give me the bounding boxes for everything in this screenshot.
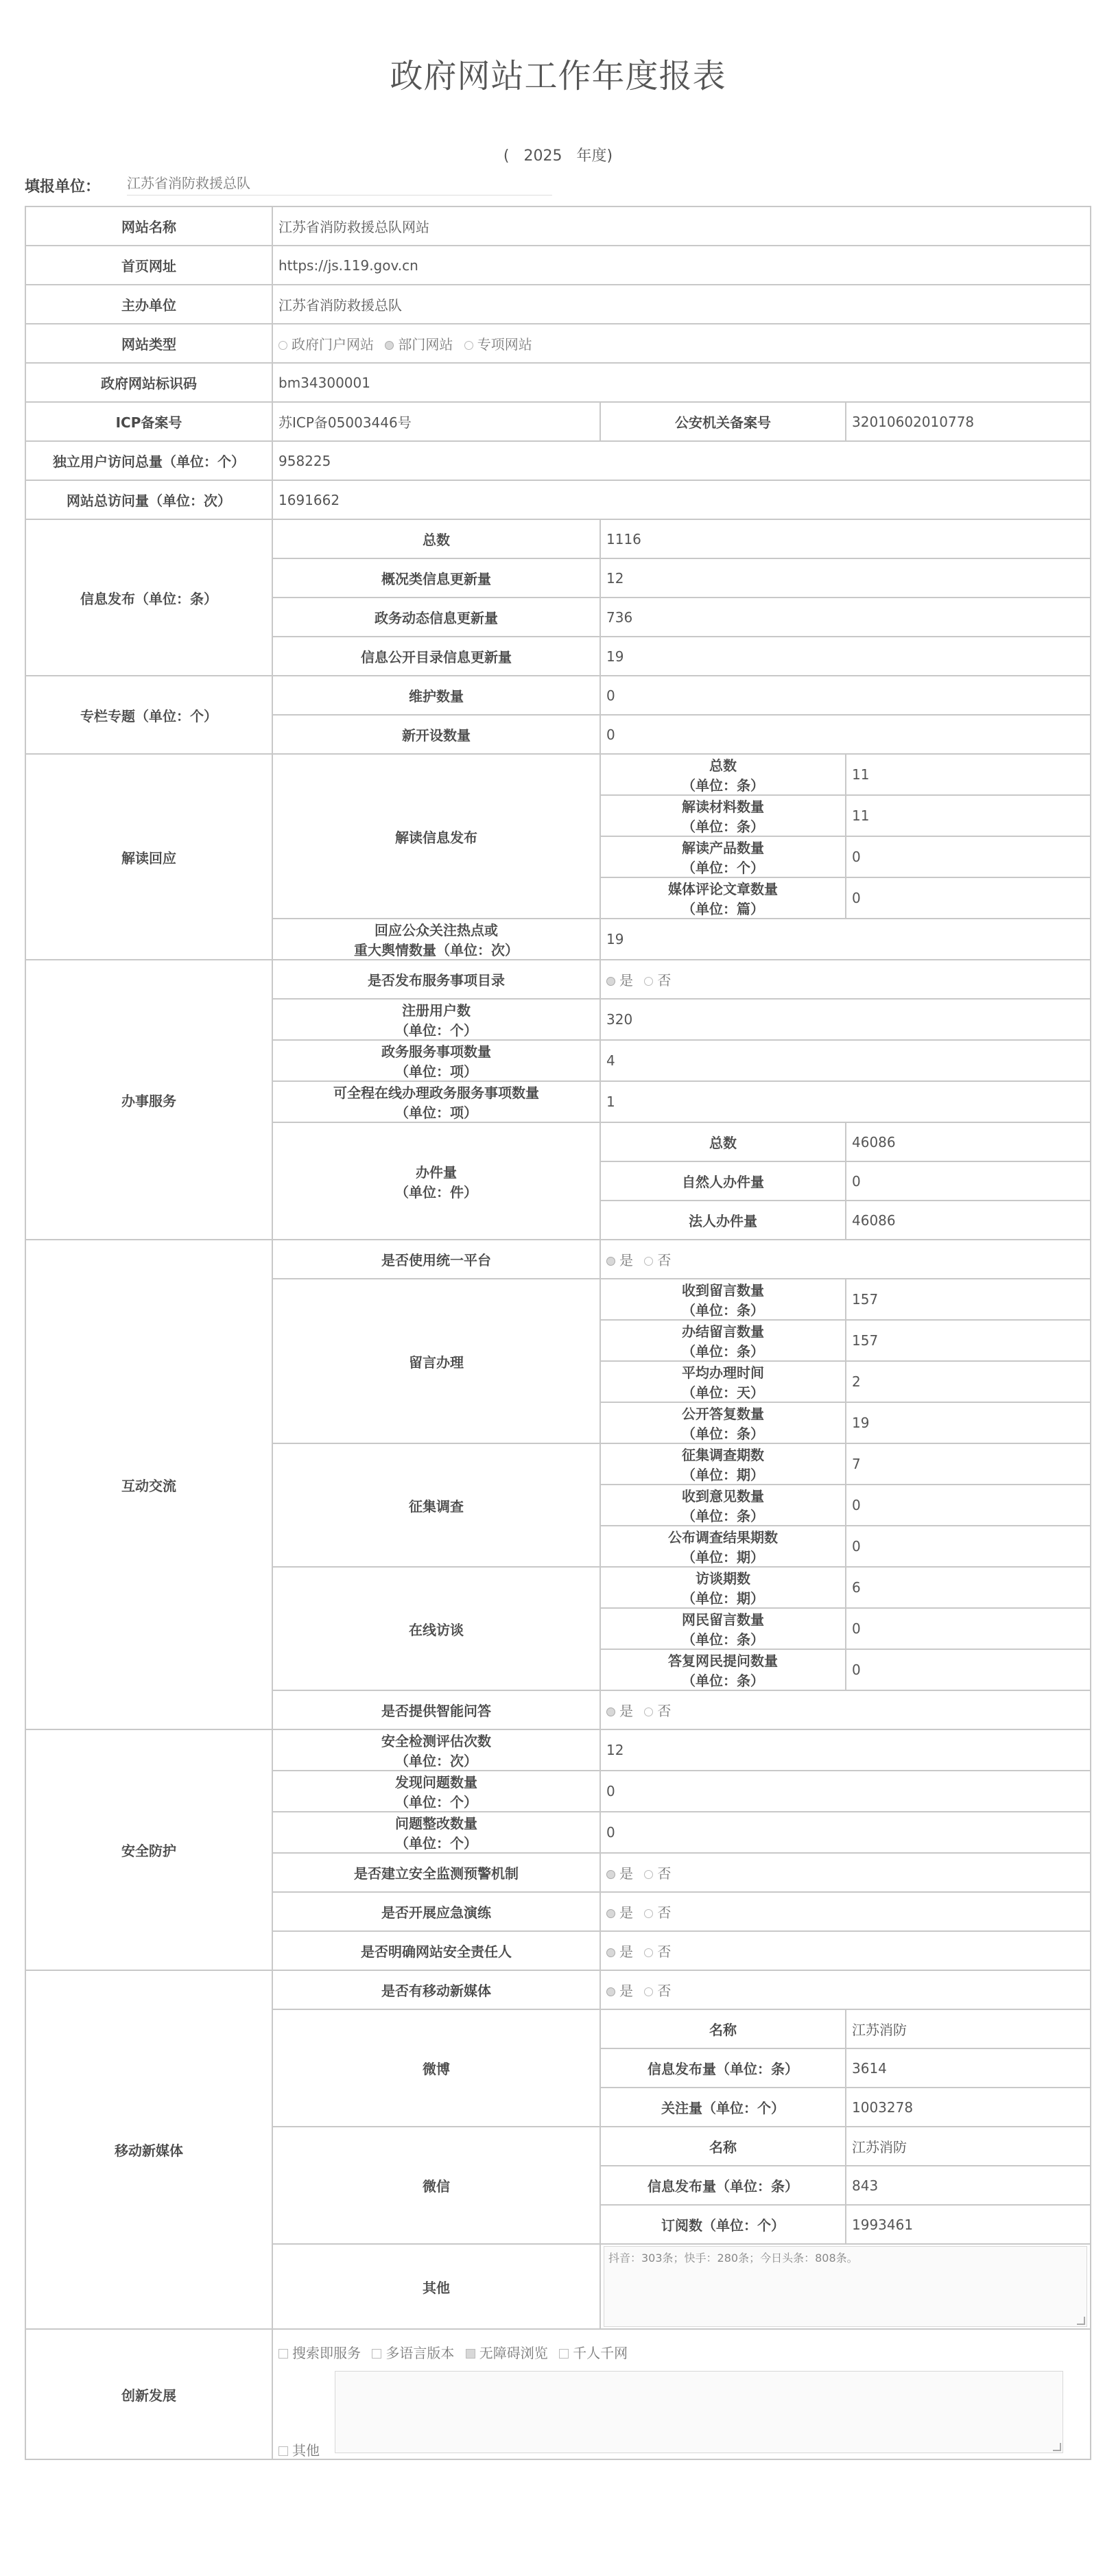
value-site-id: bm34300001	[272, 363, 1091, 402]
smart-qa-radio-group	[600, 1690, 1091, 1729]
label-interview-periods: 访谈期数 （单位：期）	[600, 1567, 846, 1608]
unified-radio-group	[600, 1240, 1091, 1279]
row-pv	[25, 480, 1091, 519]
yes-option[interactable]: 是	[606, 972, 633, 989]
label-weibo: 微博	[272, 2009, 600, 2127]
label-weibo-followers: 关注量（单位：个）	[600, 2088, 846, 2127]
label-pv: 网站总访问量（单位：次）	[25, 480, 272, 519]
value-pv: 1691662	[272, 480, 1091, 519]
radio-selected-icon[interactable]	[606, 1909, 615, 1918]
value-cases-legal: 46086	[846, 1201, 1091, 1240]
label-interpret-products: 解读产品数量 （单位：个）	[600, 836, 846, 877]
value-homepage: https://js.119.gov.cn	[272, 246, 1091, 285]
year-line	[0, 144, 1116, 165]
label-site-name: 网站名称	[25, 206, 272, 246]
site-type-option[interactable]: 政府门户网站	[278, 336, 374, 353]
label-wechat-name: 名称	[600, 2127, 846, 2166]
row-site-id	[25, 363, 1091, 402]
label-info-catalog: 信息公开目录信息更新量	[272, 637, 600, 676]
yes-option[interactable]: 是	[606, 1904, 633, 1921]
reporter-label: 填报单位：	[25, 178, 101, 196]
innovation-option[interactable]: 多语言版本	[372, 2345, 454, 2361]
label-service-items: 政务服务事项数量 （单位：项）	[272, 1040, 600, 1081]
innovation-other-option[interactable]: 其他	[278, 2439, 327, 2459]
label-columns: 专栏专题（单位：个）	[25, 676, 272, 754]
label-site-id: 政府网站标识码	[25, 363, 272, 402]
radio-icon[interactable]	[644, 1708, 653, 1716]
value-cases-person: 0	[846, 1161, 1091, 1201]
innovation-other-textarea[interactable]	[335, 2371, 1063, 2453]
value-interpret-materials: 11	[846, 795, 1091, 836]
label-messages: 留言办理	[272, 1279, 600, 1443]
value-service-online: 1	[600, 1081, 1091, 1122]
row-security	[25, 1729, 1091, 1771]
row-homepage	[25, 246, 1091, 285]
label-innovation: 创新发展	[25, 2329, 272, 2459]
radio-icon[interactable]	[644, 1948, 653, 1957]
radio-selected-icon[interactable]	[606, 1948, 615, 1957]
value-interview-answers: 0	[846, 1649, 1091, 1690]
yes-option[interactable]: 是	[606, 1703, 633, 1719]
radio-icon[interactable]	[644, 1987, 653, 1996]
media-has-radio-group	[600, 1970, 1091, 2009]
radio-selected-icon[interactable]	[606, 1257, 615, 1266]
label-survey-opinions: 收到意见数量 （单位：条）	[600, 1485, 846, 1526]
value-survey-periods: 7	[846, 1443, 1091, 1485]
label-homepage: 首页网址	[25, 246, 272, 285]
checkbox-icon[interactable]	[559, 2349, 569, 2359]
label-msg-closed: 办结留言数量 （单位：条）	[600, 1320, 846, 1361]
yes-option[interactable]: 是	[606, 1865, 633, 1882]
label-wechat: 微信	[272, 2127, 600, 2244]
media-other-text: 抖音：303条；快手：280条；今日头条：808条。	[608, 2252, 858, 2265]
label-security-monitoring: 是否建立安全监测预警机制	[272, 1853, 600, 1892]
value-service-registered: 320	[600, 999, 1091, 1040]
value-info-catalog: 19	[600, 637, 1091, 676]
value-police: 32010602010778	[846, 402, 1091, 441]
value-weibo-name: 江苏消防	[846, 2009, 1091, 2048]
value-msg-avg-time: 2	[846, 1361, 1091, 1402]
label-smart-qa: 是否提供智能问答	[272, 1690, 600, 1729]
label-msg-avg-time: 平均办理时间 （单位：天）	[600, 1361, 846, 1402]
radio-icon[interactable]	[278, 341, 287, 350]
label-cases-person: 自然人办件量	[600, 1161, 846, 1201]
label-interaction: 互动交流	[25, 1240, 272, 1729]
no-option[interactable]: 否	[644, 1904, 671, 1921]
innovation-options	[278, 2330, 1084, 2457]
value-icp: 苏ICP备05003446号	[272, 402, 600, 441]
label-media-other: 其他	[272, 2244, 600, 2329]
value-survey-results: 0	[846, 1526, 1091, 1567]
label-interpret: 解读回应	[25, 754, 272, 960]
value-security-issues: 0	[600, 1771, 1091, 1812]
label-interpret-response: 回应公众关注热点或 重大舆情数量（单位：次）	[272, 919, 600, 960]
value-info-news: 736	[600, 598, 1091, 637]
value-cases-total: 46086	[846, 1122, 1091, 1161]
row-interpret	[25, 754, 1091, 795]
label-columns-maintained: 维护数量	[272, 676, 600, 715]
row-uv	[25, 441, 1091, 480]
label-security-owner: 是否明确网站安全责任人	[272, 1931, 600, 1970]
radio-selected-icon[interactable]	[606, 1870, 615, 1879]
site-type-option[interactable]: 部门网站	[385, 336, 453, 353]
row-columns	[25, 676, 1091, 715]
radio-selected-icon[interactable]	[606, 1708, 615, 1716]
value-info-overview: 12	[600, 558, 1091, 598]
value-uv: 958225	[272, 441, 1091, 480]
label-service-registered: 注册用户数 （单位：个）	[272, 999, 600, 1040]
radio-icon[interactable]	[644, 1909, 653, 1918]
label-service-cases: 办件量 （单位：件）	[272, 1122, 600, 1240]
value-columns-new: 0	[600, 715, 1091, 754]
label-msg-received: 收到留言数量 （单位：条）	[600, 1279, 846, 1320]
checkbox-checked-icon[interactable]	[466, 2349, 475, 2359]
row-site-type	[25, 324, 1091, 363]
drill-radio-group	[600, 1892, 1091, 1931]
label-survey: 征集调查	[272, 1443, 600, 1567]
value-weibo-followers: 1003278	[846, 2088, 1091, 2127]
value-interview-periods: 6	[846, 1567, 1091, 1608]
row-site-name	[25, 206, 1091, 246]
label-interpret-publish: 解读信息发布	[272, 754, 600, 919]
innovation-option[interactable]: 搜索即服务	[278, 2345, 361, 2361]
value-security-checks: 12	[600, 1729, 1091, 1771]
value-security-fixed: 0	[600, 1812, 1091, 1853]
label-interpret-total: 总数 （单位：条）	[600, 754, 846, 795]
label-security: 安全防护	[25, 1729, 272, 1970]
row-service	[25, 960, 1091, 999]
label-uv: 独立用户访问总量（单位：个）	[25, 441, 272, 480]
service-catalog-radio-group	[600, 960, 1091, 999]
label-unified: 是否使用统一平台	[272, 1240, 600, 1279]
owner-radio-group	[600, 1931, 1091, 1970]
label-wechat-subscribers: 订阅数（单位：个）	[600, 2205, 846, 2244]
value-wechat-posts: 843	[846, 2166, 1091, 2205]
value-interpret-media: 0	[846, 877, 1091, 919]
label-info-overview: 概况类信息更新量	[272, 558, 600, 598]
monitoring-radio-group	[600, 1853, 1091, 1892]
no-option[interactable]: 否	[644, 1865, 671, 1882]
radio-selected-icon[interactable]	[385, 341, 394, 350]
label-media: 移动新媒体	[25, 1970, 272, 2329]
value-interpret-total: 11	[846, 754, 1091, 795]
label-info-total: 总数	[272, 519, 600, 558]
value-wechat-subscribers: 1993461	[846, 2205, 1091, 2244]
label-interpret-materials: 解读材料数量 （单位：条）	[600, 795, 846, 836]
year-value: 2025	[523, 147, 562, 165]
radio-icon[interactable]	[644, 1870, 653, 1879]
innovation-option[interactable]: 无障碍浏览	[466, 2345, 548, 2361]
year-open: (	[503, 147, 510, 165]
row-innovation	[25, 2329, 1091, 2459]
row-media	[25, 1970, 1091, 2009]
label-site-type: 网站类型	[25, 324, 272, 363]
media-other-textarea[interactable]	[604, 2246, 1087, 2327]
label-survey-results: 公布调查结果期数 （单位：期）	[600, 1526, 846, 1567]
label-security-fixed: 问题整改数量 （单位：个）	[272, 1812, 600, 1853]
value-interpret-products: 0	[846, 836, 1091, 877]
report-table	[25, 206, 1091, 2460]
site-type-option[interactable]: 专项网站	[464, 336, 532, 353]
value-wechat-name: 江苏消防	[846, 2127, 1091, 2166]
label-service: 办事服务	[25, 960, 272, 1240]
value-sponsor: 江苏省消防救援总队	[272, 285, 1091, 324]
radio-icon[interactable]	[464, 341, 473, 350]
label-info: 信息发布（单位：条）	[25, 519, 272, 676]
resize-grip-icon[interactable]	[1077, 2317, 1085, 2325]
radio-selected-icon[interactable]	[606, 1987, 615, 1996]
label-icp: ICP备案号	[25, 402, 272, 441]
label-interview-answers: 答复网民提问数量 （单位：条）	[600, 1649, 846, 1690]
label-weibo-name: 名称	[600, 2009, 846, 2048]
value-service-items: 4	[600, 1040, 1091, 1081]
label-info-news: 政务动态信息更新量	[272, 598, 600, 637]
checkbox-icon[interactable]	[372, 2349, 381, 2359]
label-weibo-posts: 信息发布量（单位：条）	[600, 2048, 846, 2088]
resize-grip-icon[interactable]	[1053, 2443, 1061, 2451]
label-security-issues: 发现问题数量 （单位：个）	[272, 1771, 600, 1812]
year-suffix: 年度)	[576, 147, 613, 165]
checkbox-icon[interactable]	[278, 2349, 288, 2359]
label-security-drill: 是否开展应急演练	[272, 1892, 600, 1931]
radio-selected-icon[interactable]	[606, 977, 615, 986]
checkbox-icon[interactable]	[278, 2446, 288, 2456]
label-interview: 在线访谈	[272, 1567, 600, 1690]
radio-icon[interactable]	[644, 1257, 653, 1266]
value-weibo-posts: 3614	[846, 2048, 1091, 2088]
value-columns-maintained: 0	[600, 676, 1091, 715]
value-info-total: 1116	[600, 519, 1091, 558]
label-sponsor: 主办单位	[25, 285, 272, 324]
yes-option[interactable]: 是	[606, 1252, 633, 1268]
no-option[interactable]: 否	[644, 972, 671, 989]
value-survey-opinions: 0	[846, 1485, 1091, 1526]
innovation-option[interactable]: 千人千网	[559, 2345, 628, 2361]
label-columns-new: 新开设数量	[272, 715, 600, 754]
label-service-online: 可全程在线办理政务服务事项数量 （单位：项）	[272, 1081, 600, 1122]
label-wechat-posts: 信息发布量（单位：条）	[600, 2166, 846, 2205]
label-service-catalog: 是否发布服务事项目录	[272, 960, 600, 999]
yes-option[interactable]: 是	[606, 1943, 633, 1960]
value-msg-closed: 157	[846, 1320, 1091, 1361]
label-security-checks: 安全检测评估次数 （单位：次）	[272, 1729, 600, 1771]
value-msg-received: 157	[846, 1279, 1091, 1320]
no-option[interactable]: 否	[644, 1983, 671, 1999]
row-icp	[25, 402, 1091, 441]
value-site-name: 江苏省消防救援总队网站	[272, 206, 1091, 246]
label-cases-total: 总数	[600, 1122, 846, 1161]
page-title: 政府网站工作年度报表	[390, 57, 726, 95]
label-msg-public: 公开答复数量 （单位：条）	[600, 1402, 846, 1443]
site-type-radio-group	[272, 324, 1091, 363]
value-msg-public: 19	[846, 1402, 1091, 1443]
row-info	[25, 519, 1091, 558]
reporter-value: 江苏省消防救援总队	[127, 172, 552, 196]
label-interview-messages: 网民留言数量 （单位：条）	[600, 1608, 846, 1649]
yes-option[interactable]: 是	[606, 1983, 633, 1999]
label-police: 公安机关备案号	[600, 402, 846, 441]
value-interview-messages: 0	[846, 1608, 1091, 1649]
label-survey-periods: 征集调查期数 （单位：期）	[600, 1443, 846, 1485]
value-interpret-response: 19	[600, 919, 1091, 960]
no-option[interactable]: 否	[644, 1943, 671, 1960]
row-interaction	[25, 1240, 1091, 1279]
radio-icon[interactable]	[644, 977, 653, 986]
label-cases-legal: 法人办件量	[600, 1201, 846, 1240]
label-interpret-media: 媒体评论文章数量 （单位：篇）	[600, 877, 846, 919]
row-sponsor	[25, 285, 1091, 324]
no-option[interactable]: 否	[644, 1252, 671, 1268]
label-media-has: 是否有移动新媒体	[272, 1970, 600, 2009]
no-option[interactable]: 否	[644, 1703, 671, 1719]
